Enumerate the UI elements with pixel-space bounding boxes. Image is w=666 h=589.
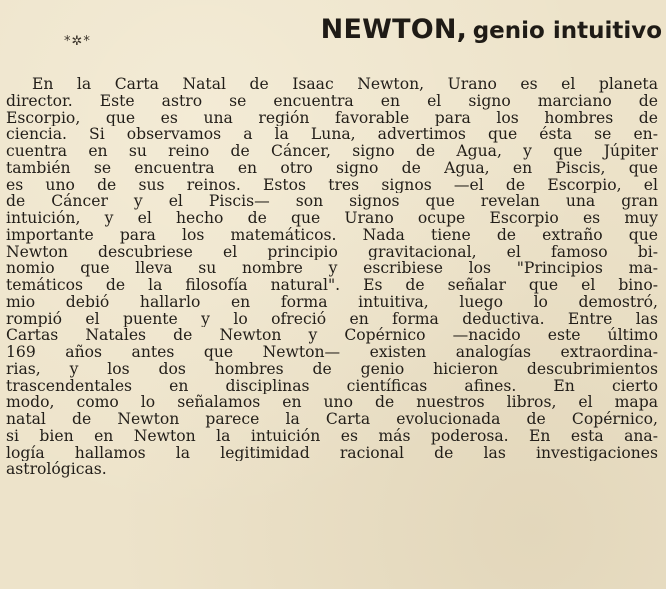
body-line: mio debió hallarlo en forma intuitiva, luego lo demostró, [6, 293, 658, 311]
article-headline [321, 14, 662, 45]
body-line: logía hallamos la legitimidad racional de las investigaciones [6, 444, 658, 462]
body-line: cuentra en su reino de Cáncer, signo de Agua, y que Júpiter [6, 143, 658, 160]
ornament-extra: ✲* [71, 34, 91, 49]
body-line: es uno de sus reinos. Estos tres signos —el de Escorpio, el [6, 176, 658, 194]
ornament-asterisk-icon [64, 34, 91, 49]
body-line: también se encuentra en otro signo de Agua, en Piscis, que [6, 159, 658, 177]
body-line: de Cáncer y el Piscis— son signos que revelan una gran [6, 193, 658, 210]
body-line: temáticos de la filosofía natural". Es de señalar que el bino- [6, 277, 658, 294]
body-line: modo, como lo señalamos en uno de nuestros libros, el mapa [6, 394, 658, 411]
body-line: intuición, y el hecho de que Urano ocupe Escorpio es muy [6, 210, 658, 227]
article-body [6, 76, 658, 478]
body-line: ciencia. Si observamos a la Luna, advertimos que ésta se en- [6, 126, 658, 143]
body-line: Escorpio, que es una región favorable para los hombres de [6, 109, 658, 127]
body-line: nomio que lleva su nombre y escribiese los "Principios ma- [6, 260, 658, 277]
body-line: trascendentales en disciplinas científicas afines. En cierto [6, 377, 658, 395]
headline-subtitle: genio intuitivo [472, 18, 662, 44]
body-line-last: astrológicas. [6, 461, 107, 478]
body-line: En la Carta Natal de Isaac Newton, Urano es el planeta [32, 76, 658, 93]
body-line: rias, y los dos hombres de genio hicieron descubrimientos [6, 360, 658, 378]
body-line: Newton descubriese el principio gravitacional, el famoso bi- [6, 243, 658, 261]
body-line: si bien en Newton la intuición es más poderosa. En esta ana- [6, 427, 658, 445]
body-line: rompió el puente y lo ofreció en forma deductiva. Entre las [6, 310, 658, 328]
body-line: Cartas Natales de Newton y Copérnico —nacido este último [6, 327, 658, 344]
body-line: natal de Newton parece la Carta evolucionada de Copérnico, [6, 411, 658, 428]
body-line: importante para los matemáticos. Nada tiene de extraño que [6, 226, 658, 244]
body-line: 169 años antes que Newton— existen analogías extraordina- [6, 344, 658, 361]
body-line: director. Este astro se encuentra en el signo marciano de [6, 92, 658, 110]
headline-name: NEWTON, [320, 14, 468, 45]
ornament-glyph: * [64, 34, 72, 49]
